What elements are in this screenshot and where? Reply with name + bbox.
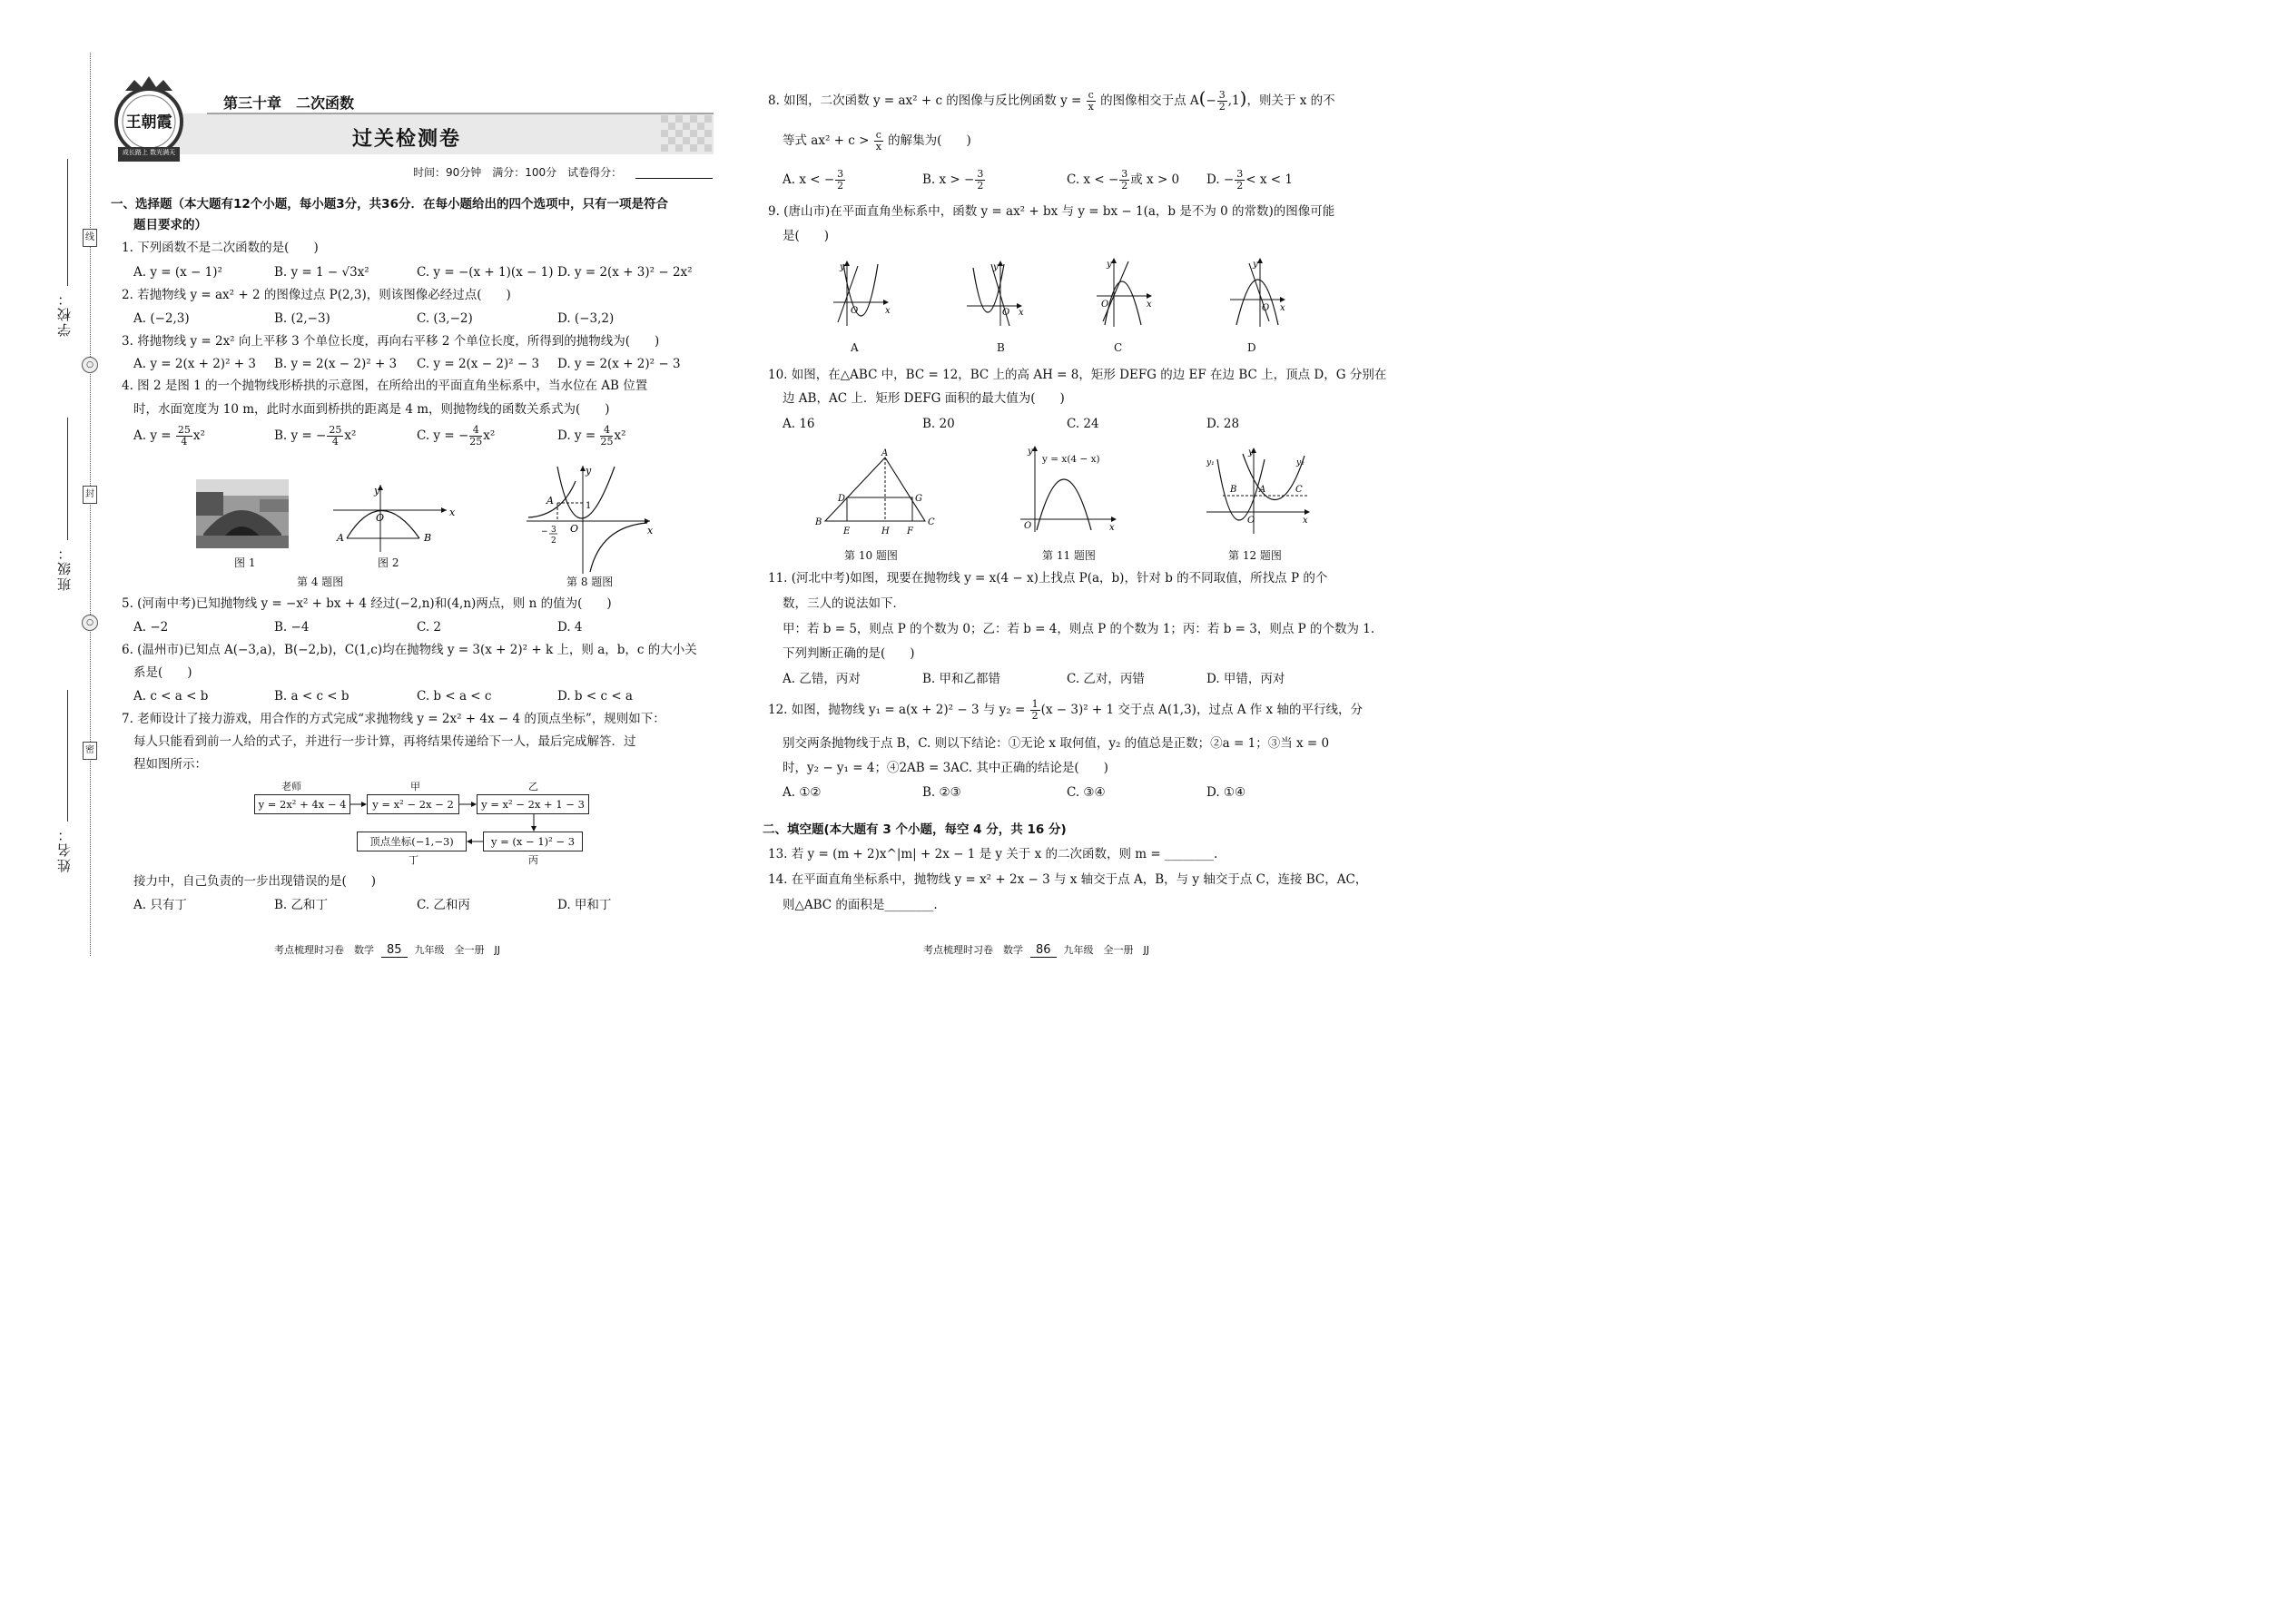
q9-label-a: A — [851, 341, 859, 354]
q12-graph — [1203, 445, 1316, 536]
svg-text:3: 3 — [551, 526, 556, 535]
svg-text:B: B — [1230, 485, 1237, 495]
q7-stem-cont2: 程如图所示： — [133, 757, 207, 772]
svg-text:O: O — [1024, 521, 1032, 531]
svg-text:C: C — [928, 517, 935, 527]
flow-box-yi: y = x² − 2x + 1 − 3 — [477, 794, 589, 814]
school-label: 学校： — [56, 290, 73, 337]
svg-text:A: A — [546, 495, 554, 507]
svg-text:A: A — [881, 448, 889, 458]
score-field[interactable] — [635, 178, 713, 179]
q11-function-label: y = x(4 − x) — [1042, 454, 1100, 465]
svg-text:D: D — [838, 494, 846, 504]
q11-statements: 甲：若 b = 5，则点 P 的个数为 0；乙：若 b = 4，则点 P 的个数为 1；丙：若 b = 3，则点 P 的个数为 1. — [783, 622, 1375, 636]
q5-stem: 5. (河南中考)已知抛物线 y = −x² + bx + 4 经过(−2,n)和(4,n)两点，则 n 的值为( ) — [122, 596, 612, 611]
q6-option-b[interactable]: B. a < c < b — [274, 689, 350, 704]
q1-option-b[interactable]: B. y = 1 − √3x² — [274, 265, 369, 280]
q5-option-d[interactable]: D. 4 — [557, 620, 583, 635]
q4-option-a[interactable]: A. y = $\frac{25}{4}$ x² — [133, 424, 205, 448]
q12-option-c[interactable]: C. ③④ — [1067, 785, 1106, 800]
exam-info: 时间：90分钟 满分：100分 试卷得分： — [413, 166, 623, 179]
svg-text:x: x — [1109, 523, 1115, 533]
svg-text:F: F — [907, 527, 913, 536]
svg-text:O: O — [376, 512, 385, 524]
q4-option-d[interactable]: D. y = $\frac{4}{25}$ x² — [557, 424, 626, 448]
seal-mark: 封 — [83, 486, 97, 504]
q9-graph-a[interactable] — [831, 259, 894, 327]
fig1-label: 图 1 — [234, 556, 256, 569]
q10-stem: 10. 如图，在△ABC 中，BC = 12，BC 上的高 AH = 8，矩形 DEFG 的边 EF 在边 BC 上，顶点 D，G 分别在 — [768, 368, 1387, 382]
q2-option-c[interactable]: C. (3,−2) — [417, 311, 473, 326]
q2-option-d[interactable]: D. (−3,2) — [557, 311, 615, 326]
q10-option-c[interactable]: C. 24 — [1067, 417, 1099, 431]
flow-jia-label: 甲 — [410, 781, 420, 792]
flow-box-ding: 顶点坐标(−1,−3) — [357, 832, 467, 851]
q11-option-d[interactable]: D. 甲错，丙对 — [1206, 672, 1285, 686]
q14-stem: 14. 在平面直角坐标系中，抛物线 y = x² + 2x − 3 与 x 轴交于点 A，B，与 y 轴交于点 C，连接 BC，AC， — [768, 872, 1368, 887]
svg-text:G: G — [915, 494, 922, 504]
q8-stem-cont: 等式 ax² + c > $\frac{c}{x}$ 的解集为( ) — [783, 129, 971, 153]
svg-text:x: x — [1280, 303, 1285, 313]
q12-option-d[interactable]: D. ①④ — [1206, 785, 1246, 800]
flow-teacher-label: 老师 — [281, 781, 301, 792]
q12-stem-cont2: 时，y₂ − y₁ = 4；④2AB = 3AC. 其中正确的结论是( ) — [783, 761, 1108, 775]
svg-text:O: O — [1101, 300, 1109, 310]
q8-graph — [525, 463, 656, 576]
fig2-label: 图 2 — [378, 556, 399, 569]
flow-bing-label: 丙 — [528, 854, 538, 866]
q6-stem: 6. (温州市)已知点 A(−3,a)，B(−2,b)，C(1,c)均在抛物线 y = 3(x + 2)² + k 上，则 a，b，c 的大小关 — [122, 643, 697, 657]
flow-ding-label: 丁 — [409, 854, 418, 866]
logo-emblem — [107, 74, 191, 169]
circle-mark: ○ — [82, 357, 98, 373]
svg-text:B: B — [815, 517, 822, 527]
q8-option-d[interactable]: D. − $\frac{3}{2}$ < x < 1 — [1206, 168, 1293, 192]
svg-text:x: x — [647, 525, 654, 536]
q11-option-a[interactable]: A. 乙错，丙对 — [783, 672, 861, 686]
q9-stem-cont: 是( ) — [783, 229, 830, 243]
svg-text:O: O — [570, 523, 579, 535]
footer-left: 考点梳理时习卷 数学 85 九年级 全一册 JJ — [274, 943, 501, 957]
q10-option-b[interactable]: B. 20 — [922, 417, 955, 431]
q6-option-a[interactable]: A. c < a < b — [133, 689, 209, 704]
q4-option-c[interactable]: C. y = − $\frac{4}{25}$ x² — [417, 424, 496, 448]
svg-text:y: y — [840, 262, 845, 272]
class-label: 班级： — [56, 545, 73, 591]
svg-text:y: y — [586, 465, 592, 477]
q5-option-c[interactable]: C. 2 — [417, 620, 442, 635]
q7-stem: 7. 老师设计了接力游戏，用合作的方式完成“求抛物线 y = 2x² + 4x − 4 的顶点坐标”，规则如下： — [122, 712, 665, 726]
svg-text:x: x — [1019, 308, 1024, 318]
q9-graph-c[interactable] — [1094, 256, 1157, 329]
q1-option-c[interactable]: C. y = −(x + 1)(x − 1) — [417, 265, 554, 280]
q3-stem: 3. 将抛物线 y = 2x² 向上平移 3 个单位长度，再向右平移 2 个单位长度，所得到的抛物线为( ) — [122, 334, 660, 349]
svg-text:y₁: y₁ — [1206, 458, 1215, 468]
q7-option-b[interactable]: B. 乙和丁 — [274, 898, 329, 912]
q2-option-b[interactable]: B. (2,−3) — [274, 311, 330, 326]
name-label: 姓名： — [56, 826, 73, 872]
q12-stem-cont1: 别交两条抛物线于点 B，C. 则以下结论：①无论 x 取何值，y₂ 的值总是正数；②a = 1；③当 x = 0 — [783, 736, 1330, 751]
q9-label-c: C — [1114, 341, 1123, 354]
chapter-title: 第三十章 二次函数 — [223, 94, 355, 112]
line-mark: 线 — [83, 229, 97, 247]
svg-text:H: H — [881, 527, 890, 536]
q9-graph-d[interactable] — [1227, 256, 1291, 329]
school-field[interactable] — [67, 159, 68, 286]
logo-text: 王朝霞 — [125, 113, 172, 132]
q1-option-d[interactable]: D. y = 2(x + 3)² − 2x² — [557, 265, 693, 280]
svg-text:y₂: y₂ — [1296, 458, 1305, 468]
q9-stem: 9. (唐山市)在平面直角坐标系中，函数 y = ax² + bx 与 y = bx − 1(a，b 是不为 0 的常数)的图像可能 — [768, 204, 1335, 219]
q10-triangle-diagram — [812, 447, 940, 537]
svg-text:A: A — [1259, 485, 1266, 495]
svg-text:O: O — [1002, 308, 1010, 318]
secret-mark: 密 — [83, 742, 97, 760]
q9-label-b: B — [997, 341, 1005, 354]
svg-text:1: 1 — [586, 501, 592, 511]
flow-box-jia: y = x² − 2x − 2 — [367, 794, 459, 814]
q8-option-a[interactable]: A. x < − $\frac{3}{2}$ — [783, 168, 844, 192]
page-number-right: 86 — [1030, 943, 1057, 958]
svg-text:O: O — [1247, 516, 1255, 526]
class-field[interactable] — [67, 418, 68, 540]
q14-stem-cont: 则△ABC 的面积是________. — [783, 898, 938, 912]
q7-option-c[interactable]: C. 乙和丙 — [417, 898, 470, 912]
q7-question: 接力中，自己负责的一步出现错误的是( ) — [133, 874, 377, 889]
logo-banner-text: 成长路上 数光满天 — [122, 149, 176, 156]
section2-heading: 二、填空题(本大题有 3 个小题，每空 4 分，共 16 分) — [763, 822, 1067, 837]
q8-option-c[interactable]: C. x < − $\frac{3}{2}$ 或 x > 0 — [1067, 168, 1180, 192]
q12-stem: 12. 如图，抛物线 y₁ = a(x + 2)² − 3 与 y₂ = $\frac{1}{2}$ (x − 3)² + 1 交于点 A(1,3)，过点 A 作 x 轴的平行线，分 — [768, 698, 1363, 722]
q12-figure-caption: 第 12 题图 — [1228, 549, 1282, 562]
q7-option-a[interactable]: A. 只有丁 — [133, 898, 187, 912]
binding-line — [90, 53, 91, 956]
q7-stem-cont1: 每人只能看到前一人给的式子，并进行一步计算，再将结果传递给下一人，最后完成解答．过 — [133, 734, 636, 749]
flow-box-teacher: y = 2x² + 4x − 4 — [254, 794, 350, 814]
q8-figure-caption: 第 8 题图 — [566, 576, 614, 588]
q5-option-b[interactable]: B. −4 — [274, 620, 310, 635]
svg-text:y: y — [1107, 260, 1112, 270]
q11-option-c[interactable]: C. 乙对，丙错 — [1067, 672, 1145, 686]
q4-stem-cont: 时，水面宽度为 10 m，此时水面到桥拱的距离是 4 m，则抛物线的函数关系式为( ) — [133, 402, 610, 417]
q10-stem-cont: 边 AB，AC 上．矩形 DEFG 面积的最大值为( ) — [783, 391, 1065, 406]
svg-text:O: O — [1262, 303, 1270, 313]
q4-stem: 4. 图 2 是图 1 的一个抛物线形桥拱的示意图，在所给出的平面直角坐标系中，当水位在 AB 位置 — [122, 379, 648, 393]
q2-stem: 2. 若抛物线 y = ax² + 2 的图像过点 P(2,3)，则该图像必经过点( ) — [122, 288, 511, 302]
q8-stem: 8. 如图，二次函数 y = ax² + c 的图像与反比例函数 y = $\frac{c}{x}$ 的图像相交于点 A(− $\frac{3}{2}$ ,1)，则关于 x 的不 — [768, 87, 1335, 113]
svg-text:y: y — [1253, 260, 1258, 270]
arch-diagram — [329, 481, 456, 554]
q13-stem: 13. 若 y = (m + 2)x^|m| + 2x − 1 是 y 关于 x 的二次函数，则 m = ________. — [768, 847, 1218, 861]
svg-text:y: y — [374, 485, 380, 497]
q3-option-a[interactable]: A. y = 2(x + 2)² + 3 — [133, 357, 256, 371]
svg-text:2: 2 — [551, 536, 556, 546]
svg-text:x: x — [449, 507, 456, 518]
q11-stem-cont: 数，三人的说法如下． — [783, 596, 905, 611]
q4-figure-caption: 第 4 题图 — [297, 576, 344, 588]
q7-option-d[interactable]: D. 甲和丁 — [557, 898, 612, 912]
q4-option-b[interactable]: B. y = − $\frac{25}{4}$ x² — [274, 424, 357, 448]
svg-text:O: O — [851, 306, 859, 316]
q9-graph-b[interactable] — [964, 259, 1028, 327]
name-field[interactable] — [67, 690, 68, 822]
svg-text:−: − — [541, 527, 548, 536]
svg-text:A: A — [337, 532, 344, 544]
q10-option-d[interactable]: D. 28 — [1206, 417, 1240, 431]
circle-mark: ○ — [82, 615, 98, 631]
svg-text:E: E — [843, 527, 851, 536]
q11-question: 下列判断正确的是( ) — [783, 646, 915, 661]
svg-text:y: y — [1248, 448, 1254, 458]
svg-text:y: y — [1028, 447, 1033, 457]
bridge-photo — [196, 479, 289, 548]
q1-option-a[interactable]: A. y = (x − 1)² — [133, 265, 222, 280]
q10-option-a[interactable]: A. 16 — [783, 417, 815, 431]
q11-figure-caption: 第 11 题图 — [1042, 549, 1096, 562]
q2-option-a[interactable]: A. (−2,3) — [133, 311, 190, 326]
q6-stem-cont: 系是( ) — [133, 665, 192, 680]
svg-text:B: B — [424, 532, 432, 544]
flow-yi-label: 乙 — [528, 781, 538, 792]
q9-label-d: D — [1247, 341, 1256, 354]
q3-option-d[interactable]: D. y = 2(x + 2)² − 3 — [557, 357, 681, 371]
q5-option-a[interactable]: A. −2 — [133, 620, 169, 635]
q11-stem: 11. (河北中考)如图，现要在抛物线 y = x(4 − x)上找点 P(a，b)，针对 b 的不同取值，所找点 P 的个 — [768, 571, 1328, 586]
q6-option-d[interactable]: D. b < c < a — [557, 689, 633, 704]
q10-figure-caption: 第 10 题图 — [844, 549, 898, 562]
flow-box-bing: y = (x − 1)² − 3 — [483, 832, 583, 851]
q6-option-c[interactable]: C. b < a < c — [417, 689, 492, 704]
q3-option-b[interactable]: B. y = 2(x − 2)² + 3 — [274, 357, 398, 371]
page-number-left: 85 — [381, 943, 408, 958]
svg-text:x: x — [1147, 300, 1152, 310]
svg-text:y: y — [993, 262, 999, 272]
svg-text:x: x — [1303, 516, 1308, 526]
q8-option-b[interactable]: B. x > − $\frac{3}{2}$ — [922, 168, 984, 192]
svg-text:C: C — [1295, 485, 1303, 495]
page-title: 过关检测卷 — [352, 128, 462, 151]
svg-text:x: x — [885, 306, 891, 316]
q1-stem: 1. 下列函数不是二次函数的是( ) — [122, 241, 319, 255]
q12-option-b[interactable]: B. ②③ — [922, 785, 961, 800]
footer-right: 考点梳理时习卷 数学 86 九年级 全一册 JJ — [923, 943, 1150, 957]
section1-heading-cont: 题目要求的） — [133, 218, 207, 232]
q12-option-a[interactable]: A. ①② — [783, 785, 822, 800]
q11-option-b[interactable]: B. 甲和乙都错 — [922, 672, 1001, 686]
section1-heading: 一、选择题（本大题有12个小题，每小题3分，共36分．在每小题给出的四个选项中，只有一项是符合 — [111, 197, 668, 212]
q3-option-c[interactable]: C. y = 2(x − 2)² − 3 — [417, 357, 540, 371]
